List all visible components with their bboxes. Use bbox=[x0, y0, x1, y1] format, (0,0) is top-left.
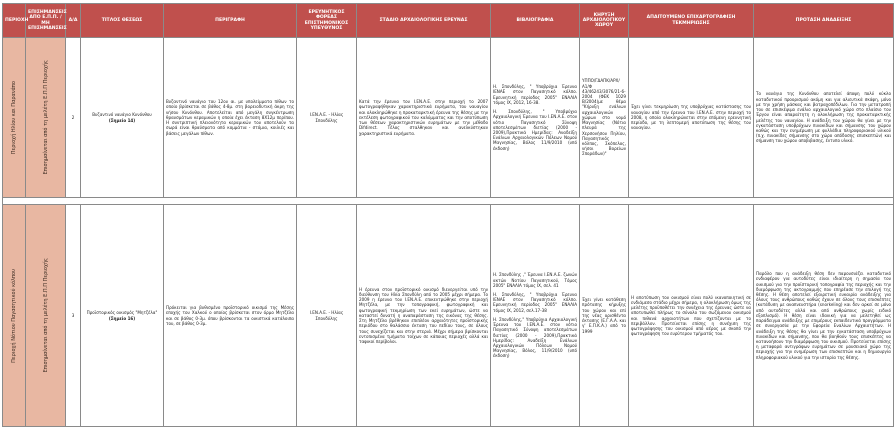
bibliography-cell bbox=[491, 38, 580, 198]
bibliography-cell bbox=[491, 205, 580, 427]
site-title-cell bbox=[81, 38, 164, 198]
row-number: 3 bbox=[66, 205, 81, 427]
declaration: Έχει γίνει κατάθεση πρότασης κήρυξης του χώρου και επί της νέας ορισθέντα έκτασης (Ε.Γ.Α.Α. και γ' Ε.Π.Κ.Α.) από το 1999 bbox=[580, 205, 629, 427]
region-label: Περιοχή Νότιου Παγασητικού κόλπου bbox=[11, 268, 17, 363]
agency: Ι.ΕΝ.Α.Ε. - Ηλίας Σπονδύλης bbox=[297, 205, 357, 427]
table-row bbox=[3, 38, 894, 198]
header-row bbox=[3, 4, 894, 38]
header-title: ΤΙΤΛΟΣ ΘΕΣΕΩΣ bbox=[81, 4, 164, 38]
bibliography-entry: Η. Σπονδύλης, " Υποβρύχια Έρευνα ΙΕΝΑΕ στον Παγασητικό κόλπο. Ερευνητική περίοδος 2005" ΕΝΑΛΙΑ τόμος ΙΧ, 2012, σελ.17-38 bbox=[493, 292, 577, 313]
declaration: ΥΠΠΟ/ΓΔΑΠΚ/ΑΡΧ/Α1/Φ 43/46243/3076/21-6-2004 (ΦΕΚ 1029 Β/2004)με θέμα "Κήρυξη ενάλιων αρχαιολογικών χώρων στο νομό Μαγνησίας (Νότια πλευρά της Χερσονήσου Πηλίου, Παγασητικός κόλπος, Σκόπελος, νήσοι Βορείων Σποράδων)" bbox=[580, 38, 629, 198]
header-description: ΠΕΡΙΓΡΑΦΗ bbox=[164, 4, 297, 38]
header-no: Α/Α bbox=[66, 4, 81, 38]
header-proposal: ΠΡΟΤΑΣΗ ΑΝΑΔΕΙΞΗΣ bbox=[754, 4, 894, 38]
proposal: Παρόλο που η ανάδειξη θέση δεν παρουσιάζει καταδυτικό ενδιαφέρον για αυτοδύτες είναι ιδιαίτερη η σημασία του οικισμού για την προϊστορική τοπογραφία της περιοχής και την διαμόρφωση της ακτογραμμής που επηρέασε την επιλογή της θέσης. Η θέση αποτελεί εξαιρετική ευκαιρία ανάδειξης για όλους τους ανθρώπους καθώς έχουν σε όλους τους επισκέπτες (κατάδυση με αναπνευστήρα (snorkeling) και δεν αρκεί σε μόνο από αυτοδύτες αλλά και από ανθρώπους χωρίς ειδικό εξοπλισμό). Η θέση είναι ιδανική για να μελετηθεί ως παράδειγμα ανάδειξης με επιμέρους εκπαιδευτικά προγράμματα σε συνεργασία με την Εφορεία Εναλίων Αρχαιοτήτων. Η ανάδειξη της θέσης θα γίνει με την εγκατάσταση υποβρύχιων πινακίδων και σήμανσης, που θα βοηθούν τους επισκέπτες να κατανοήσουν την διαμόρφωση του οικισμού. Προτείνεται επίσης η μεταφορά αντιγράφων ευρημάτων σε μουσειακό χώρο της περιοχής για την ενημέρωση των επισκεπτών και η δημιουργία πληροφοριακού υλικού για την ιστορία της θέσης. bbox=[754, 205, 894, 427]
site-ref: (Σημείο 14) bbox=[108, 117, 136, 123]
header-stage: ΣΤΑΔΙΟ ΑΡΧΑΙΟΛΟΓΙΚΗΣ ΕΡΕΥΝΑΣ bbox=[357, 4, 491, 38]
bibliography-entry: Η. Σπονδύλης," Υποβρύχια Αρχαιολογική Έρευνα του Ι.ΕΝ.Α.Ε. στον νότιο Παγασητικό Σύνοψη αποτελεσμάτων διετίας (2000 - 2009),Πρακτικά Ημερίδας: Αναδείξη Ενάλιων Αρχαιολογικών Πόλεων Νομού Μαγνησίας, Βόλος, 11/9/2010 (υπό έκδοση) bbox=[493, 316, 577, 359]
region-cell bbox=[3, 205, 26, 427]
required-documentation: Έχει γίνει τεκμηρίωση της υποβρύχιας κατάστασης του ναυαγίου από την έρευνα του Ι.ΕΝ.Α.Ε. στην περιοχή το 2008, η οποία ολοκληρώνεται στην επόμενη ερευνητική περίοδο, με τη λεπτομερή αποτύπωση της θέσης του ναυαγίου. bbox=[629, 38, 754, 198]
mark-cell bbox=[26, 38, 66, 198]
header-region: ΠΕΡΙΟΧΗ bbox=[3, 4, 26, 38]
agency: Ι.ΕΝ.Α.Ε. - Ηλίας Σπονδύλης bbox=[297, 38, 357, 198]
header-required: ΑΠΑΙΤΟΥΜΕΝΟ ΕΠΙΧΑΡΤΟΓΡΑΦΙΣΗ ΤΕΚΜΗΡΙΩΣΗΣ bbox=[629, 4, 754, 38]
site-ref: (Σημείο 16) bbox=[108, 315, 136, 321]
site-title: Βυζαντινό ναυάγιο Κυνόνθου bbox=[92, 112, 152, 118]
site-title-cell bbox=[81, 205, 164, 427]
region-label: Περιοχή Ηλίου και Παρανάπο bbox=[11, 80, 17, 155]
archaeology-table bbox=[2, 3, 894, 427]
proposal: Το ναυάγιο της Κυνόνθου αποτελεί άποψη πολύ κύκλο καταδυτικού προορισμού ακόμη και για αλιευτικά σκάφη, μόνο με την χρήση μάσκας και βατραχοπέδιλων. Για την μετατροπή του σε επισκέψιμο ενάλιο αρχαιολογικό χώρο στο πλαίσιο του Έργου είναι απαραίτητη η ολοκλήρωση της προκαταρκτικής μελέτης του ναυαγίου. Η ανάδειξη του χώρου θα γίνει με την εγκατάσταση υποβρύχιων πινακίδων και σήμανσης του χώρου καθώς και την ενημέρωση με φυλλάδια πληροφοριακού υλικού (π.χ. πινακίδες σήμανσης στο χώρο απόδοσης επισκεπτών) και σήμανση του χώρου αποβιβασης, έντυπο υλικό. bbox=[754, 38, 894, 198]
description: Πρόκειται για βυθισμένο προϊστορικό οικισμό της Μέσης εποχής του Χαλκού ο οποίος βρίσκεται στον όρμο Μητζέλα και σε βάθος 0-3μ. όπου βρίσκονται τα οικιστικά κατάλοιπα του, σε βάθος 0-3μ. bbox=[164, 205, 297, 427]
required-documentation: Η αποτύπωση του οικισμού είναι πολύ ικανοποιητική σε ενδιάμεσο στάδιο μέχρι σήμερα, η ολοκλήρωση όμως της μελέτης προϋποθέτει την συνέχεια της έρευνας ώστε να αποτυπωθεί πλήρως το σύνολο του σωζόμενου οικισμού και πιθανά αρχαιοτήτων που σχετίζονται με το περιβάλλον. Προτείνεται επίσης η συνέχιση της φωτογράφησης του οικισμού από αέρος με σκοπό την φωτογράφηση του ευρύτερου τμήματός του. bbox=[629, 205, 754, 427]
mark-label: Επισημαίνεται από τη μελέτη Ε.Π.Π Περιοχής bbox=[42, 258, 49, 373]
header-agency: ΕΡΕΥΝΗΤΙΚΟΣ ΦΟΡΕΑΣ ΕΠΙΣΤΗΜΟΝΙΚΟΣ ΥΠΕΥΘΥΝΟΣ bbox=[297, 4, 357, 38]
mark-label: Επισημαίνεται από τη μελέτη Ε.Π.Π Περιοχής bbox=[42, 60, 49, 175]
row-number: 2 bbox=[66, 38, 81, 198]
site-title: Προϊστορικός οικισμός "Μητζέλα" bbox=[86, 310, 158, 316]
row-separator bbox=[3, 198, 894, 205]
research-stage: Η έρευνα στον προϊστορικό οικισμό διενεργείται υπό την διεύθυνση του Ηλία Σπονδύλη από το 2005 μέχρι σήμερα. Το 2009 η έρευνα του Ι.ΕΝ.Α.Ε. επικεντρώθηκε στην περιοχή Μητζέλα, με την τοπογραφική, φωτογραφική και φωτογραφική τεκμηρίωση των εκεί ευρημάτων, ώστε να καταστεί δυνατή η αναπαράσταση της εικόνας της θέσης. Στη Μητζέλα βρέθηκαν επιπλέον αρχαιότητες προϊστορικής περιόδου στο θαλάσσιο έκταση του πεδίου τους, σε όλους τους συνεχίζεται και στην στεριά. Μέχρι σήμερα βρίσκονται εντοπισμένα τμήματα τοίχων σε κάποιας περιοχές αλλά και ταφικοί περίβολοι. bbox=[357, 205, 491, 427]
bibliography-entry: Η. Σπονδύλης ," Έρευνα Ι.ΕΝ.Α.Ε. ζωνών ακτών Νοτίου Παγασητικού, Τόμος 2005" ΕΝΑΛΙΑ τόμος ΙΧ, σελ. 41 bbox=[493, 272, 577, 288]
bibliography-entry: Η. Σπονδύλης, " Υποβρύχια Αρχαιολογική Έρευνα του Ι.ΕΝ.Α.Ε. στον νότιο Παγασητικό Σύνοψη αποτελεσμάτων διετίας (2000 - 2009),Πρακτικά Ημερίδας: Αναδείξη Ενάλιων Αρχαιολογικών Πόλεων Νομού Μαγνησίας, Βόλος 11/9/2010 (υπό έκδοση) bbox=[493, 109, 577, 151]
description: Βυζαντινό ναυάγιο του 12ου αι. με υπολείμματα πίθων το οποίο βρίσκεται σε βάθος 4-8μ. στη βορειοδυτική άκρη της νήσου Κυνόνθου. Αποτελείται από μεγάλη συγκέντρωση θραυσμάτων κεραμικών η οποία έχει έκταση 8Χ12μ περίπου. Η συντριπτική πλειονότητα κεραμικών του αποτελούν τα σωρά είναι θραύσματα από κομμάτια - στόμια, κοιλιές και βάσεις μεγάλων πίθων. bbox=[164, 38, 297, 198]
header-mark: ΕΠΙΣΗΜΑΝΣΕΙΣ ΑΠΟ Ε.Π.Π. / ΜΗ ΕΠΙΣΗΜΑΝΣΕΙΣ bbox=[26, 4, 66, 38]
table-row bbox=[3, 205, 894, 427]
header-declaration: ΚΗΡΥΞΗ ΑΡΧΑΙΟΛΟΓΙΚΟΥ ΧΩΡΟΥ bbox=[580, 4, 629, 38]
bibliography-entry: Η. Σπονδύλης, " Υποβρύχια Έρευνα ΙΕΝΑΕ στον Παγασητικό κόλπο. Ερευνητική περίοδος 2005" ΕΝΑΛΙΑ τόμος ΙΧ, 2012, 16-38. bbox=[493, 84, 577, 105]
research-stage: Κατά την έρευνα του Ι.ΕΝ.Α.Ε. στην περιοχή το 2007 φωτογραφήθηκαν χαρακτηριστικά ευρήματα, του ναυαγίου και ολοκληρώθηκε η προκαταρκτική έρευνα της θέσης με την εκτέλεση φωτογραφικού του καλύμματος και την αποτύπωση των θέσεων χαρακτηριστικών ευρημάτων με την μέθοδο Difdirect. Τέλος σταλθηκαν και ανελκύστηκαν χαρακτηριστικά ευρήματα. bbox=[357, 38, 491, 198]
region-cell bbox=[3, 38, 26, 198]
mark-cell bbox=[26, 205, 66, 427]
header-bibliography: ΒΙΒΛΙΟΓΡΑΦΙΑ bbox=[491, 4, 580, 38]
